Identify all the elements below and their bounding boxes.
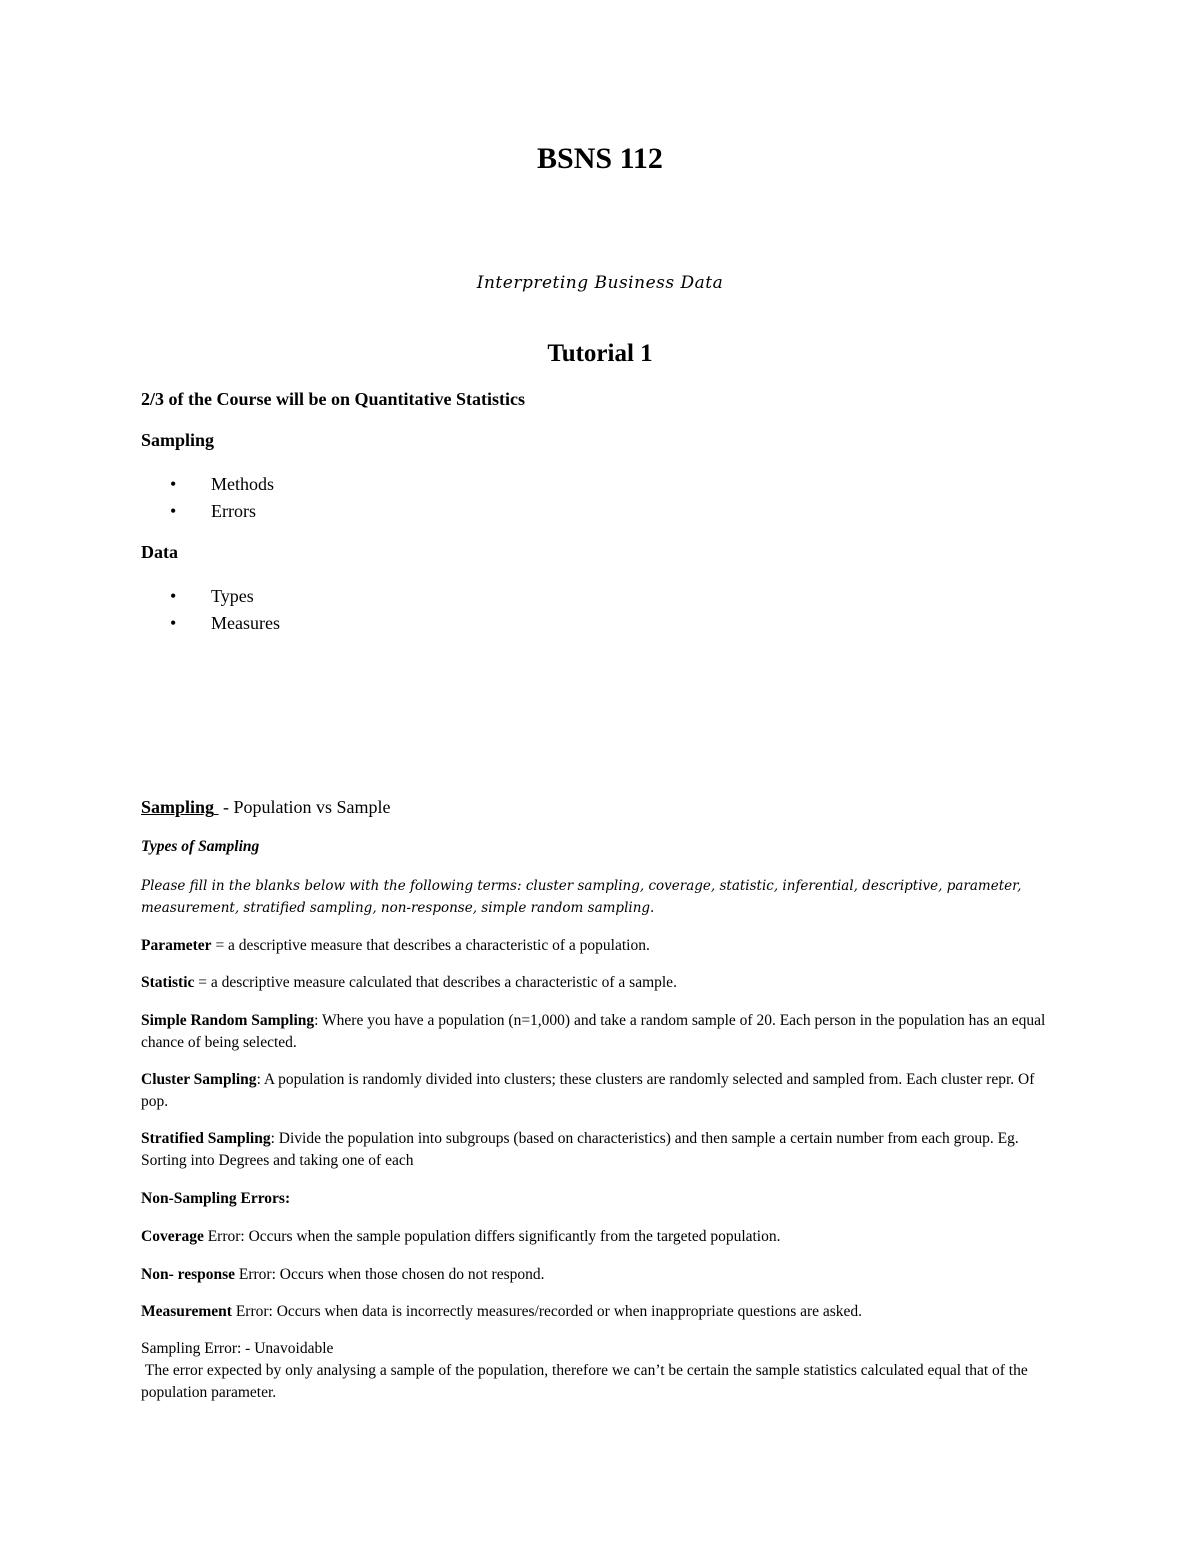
instructions: Please fill in the blanks below with the following terms: cluster sampling, coverage, statistic, inferential, descriptive, parameter, measurement, stratified sampling, non-response, simple random sampling. <box>141 878 1022 916</box>
definition-simple-random-sampling: Simple Random Sampling: Where you have a population (n=1,000) and take a random sample of 20. Each person in the population has an equal chance of being selected. <box>141 1012 1046 1051</box>
list-item: • Types <box>170 583 280 610</box>
definition-parameter: Parameter = a descriptive measure that describes a characteristic of a population. <box>141 937 650 954</box>
sampling-error-text: The error expected by only analysing a sample of the population, therefore we can’t be certain the sample statistics calculated equal that of the population parameter. <box>141 1362 1032 1401</box>
error-non-response: Non- response Error: Occurs when those chosen do not respond. <box>141 1266 545 1283</box>
definition-stratified-sampling: Stratified Sampling: Divide the population into subgroups (based on characteristics) and then sample a certain number from each group. Eg. Sorting into Degrees and taking one of each <box>141 1130 1019 1169</box>
section-heading-term: Sampling <box>141 797 215 817</box>
list-item: • Measures <box>170 610 280 637</box>
page-subtitle: Interpreting Business Data <box>476 273 724 293</box>
errors-heading: Non-Sampling Errors: <box>141 1190 291 1207</box>
error-coverage: Coverage Error: Occurs when the sample population differs significantly from the targeted population. <box>141 1228 781 1245</box>
outline-data-list <box>170 583 280 637</box>
course-note: 2/3 of the Course will be on Quantitative Statistics <box>141 389 525 409</box>
list-item: • Methods <box>170 471 274 498</box>
sampling-error <box>141 1338 1056 1404</box>
definition-statistic: Statistic = a descriptive measure calculated that describes a characteristic of a sample. <box>141 974 677 991</box>
sampling-error-label: Sampling Error: - Unavoidable <box>141 1340 334 1357</box>
list-item: • Errors <box>170 498 274 525</box>
error-measurement: Measurement Error: Occurs when data is incorrectly measures/recorded or when inappropriate questions are asked. <box>141 1303 863 1320</box>
tutorial-heading: Tutorial 1 <box>547 340 653 367</box>
types-heading: Types of Sampling <box>141 838 260 855</box>
section-heading <box>141 797 391 818</box>
outline-sampling-list <box>170 471 274 525</box>
definition-cluster-sampling: Cluster Sampling: A population is randomly divided into clusters; these clusters are randomly selected and sampled from. Each cluster repr. Of pop. <box>141 1071 1035 1110</box>
outline-data-heading: Data <box>141 542 178 562</box>
page-title: BSNS 112 <box>537 142 663 175</box>
outline-sampling-heading: Sampling <box>141 430 215 450</box>
section-heading-rest: - Population vs Sample <box>218 797 391 817</box>
